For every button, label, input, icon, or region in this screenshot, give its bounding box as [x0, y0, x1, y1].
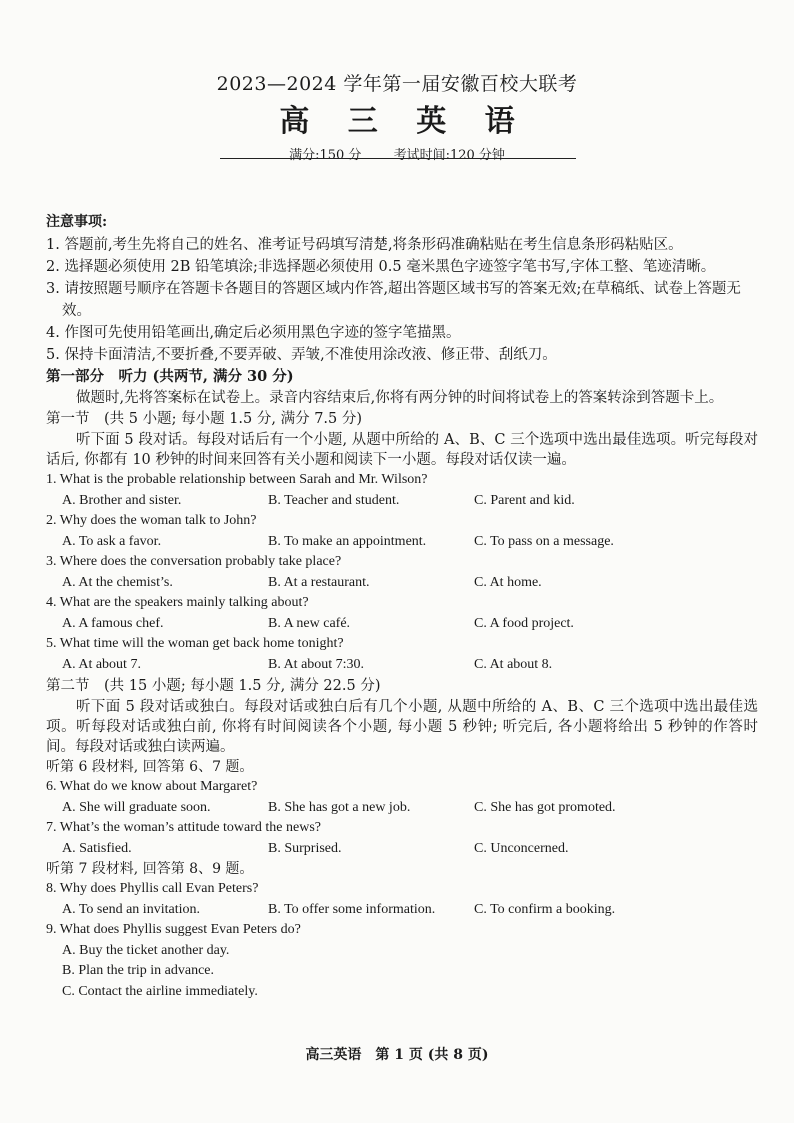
question-options	[46, 900, 758, 921]
option-c: C. Parent and kid.	[474, 492, 575, 508]
option-b: B. She has got a new job.	[268, 799, 411, 815]
question-options	[46, 614, 758, 635]
question-options	[46, 798, 758, 819]
exam-time: 考试时间:120 分钟	[393, 148, 505, 163]
option-a: A. At about 7.	[62, 656, 141, 672]
part1-intro: 做题时,先将答案标在试卷上。录音内容结束后,你将有两分钟的时间将试卷上的答案转涂到答题卡上。	[76, 390, 724, 406]
note-item: 1. 答题前,考生先将自己的姓名、准考证号码填写清楚,将条形码准确粘贴在考生信息条形码粘贴区。	[46, 237, 683, 253]
option-a: A. Buy the ticket another day.	[62, 942, 230, 958]
question-8	[46, 879, 758, 920]
question-stem: 5. What time will the woman get back home tonight?	[46, 636, 344, 651]
question-stem: 3. Where does the conversation probably take place?	[46, 554, 342, 569]
exam-body	[46, 212, 758, 1002]
question-stem: 2. Why does the woman talk to John?	[46, 513, 257, 528]
part1-title: 第一部分 听力 (共两节, 满分 30 分)	[46, 368, 294, 385]
header-divider	[220, 158, 576, 159]
question-stem: 8. Why does Phyllis call Evan Peters?	[46, 881, 259, 896]
question-6	[46, 777, 758, 818]
option-c: C. At home.	[474, 574, 542, 590]
option-b: B. To make an appointment.	[268, 533, 427, 549]
question-3	[46, 552, 758, 593]
option-c: C. To confirm a booking.	[474, 901, 616, 917]
question-stem: 1. What is the probable relationship between Sarah and Mr. Wilson?	[46, 472, 428, 487]
option-a: A. Brother and sister.	[62, 492, 182, 508]
option-a: A. Satisfied.	[62, 840, 132, 856]
option-c: C. To pass on a message.	[474, 533, 614, 549]
option-b: B. At about 7:30.	[268, 656, 365, 672]
question-2	[46, 511, 758, 552]
question-options	[46, 573, 758, 594]
question-stem: 7. What’s the woman’s attitude toward the news?	[46, 820, 322, 835]
question-stem: 9. What does Phyllis suggest Evan Peters do?	[46, 922, 301, 937]
notes-title: 注意事项:	[46, 214, 108, 230]
option-c: C. A food project.	[474, 615, 574, 631]
note-item: 3. 请按照题号顺序在答题卡各题目的答题区域内作答,超出答题区域书写的答案无效;在草稿纸、试卷上答题无效。	[46, 281, 741, 319]
question-options	[46, 655, 758, 676]
section1-intro: 听下面 5 段对话。每段对话后有一个小题, 从题中所给的 A、B、C 三个选项中选出最佳选项。听完每段对话后, 你都有 10 秒钟的时间来回答有关小题和阅读下一小题。每段对话仅读一遍。	[46, 432, 758, 468]
option-c: C. At about 8.	[474, 656, 553, 672]
note-item: 2. 选择题必须使用 2B 铅笔填涂;非选择题必须使用 0.5 毫米黑色字迹签字笔书写,字体工整、笔迹清晰。	[46, 259, 716, 275]
question-stem: 4. What are the speakers mainly talking about?	[46, 595, 309, 610]
option-b: B. To offer some information.	[268, 901, 436, 917]
score-line	[0, 146, 794, 166]
option-c: C. Contact the airline immediately.	[62, 983, 258, 999]
note-item: 5. 保持卡面清洁,不要折叠,不要弄破、弄皱,不准使用涂改液、修正带、刮纸刀。	[46, 347, 557, 363]
exam-name: 2023—2024 学年第一届安徽百校大联考	[216, 73, 578, 95]
option-b: B. Plan the trip in advance.	[62, 963, 215, 978]
question-options	[46, 839, 758, 860]
question-5	[46, 634, 758, 675]
question-1	[46, 470, 758, 511]
option-b: B. At a restaurant.	[268, 574, 370, 590]
section2-title: 第二节 (共 15 小题; 每小题 1.5 分, 满分 22.5 分)	[46, 678, 381, 694]
option-c: C. She has got promoted.	[474, 799, 616, 815]
full-score: 满分:150 分	[289, 148, 362, 163]
section1-title: 第一节 (共 5 小题; 每小题 1.5 分, 满分 7.5 分)	[46, 411, 363, 427]
question-4	[46, 593, 758, 634]
question-options	[46, 491, 758, 512]
exam-title: 高 三 英 语	[279, 104, 529, 139]
option-a: A. To ask a favor.	[62, 533, 162, 549]
exam-header	[0, 70, 794, 166]
question-stem: 6. What do we know about Margaret?	[46, 779, 258, 794]
question-7	[46, 818, 758, 859]
option-a: A. To send an invitation.	[62, 901, 200, 917]
option-a: A. She will graduate soon.	[62, 799, 211, 815]
question-9	[46, 920, 758, 1002]
question-options	[46, 532, 758, 553]
page-footer: 高三英语 第 1 页 (共 8 页)	[305, 1047, 489, 1063]
option-c: C. Unconcerned.	[474, 840, 569, 856]
material-6-label: 听第 6 段材料, 回答第 6、7 题。	[46, 759, 254, 775]
note-item: 4. 作图可先使用铅笔画出,确定后必须用黑色字迹的签字笔描黑。	[46, 325, 461, 341]
option-b: B. Teacher and student.	[268, 492, 400, 508]
section2-intro: 听下面 5 段对话或独白。每段对话或独白后有几个小题, 从题中所给的 A、B、C 三个选项中选出最佳选项。听每段对话或独白前, 你将有时间阅读各个小题, 每小题 5 秒钟; 听完后, 各小题将给出 5 秒钟的作答时间。每段对话或独白读两遍。	[46, 699, 758, 755]
option-a: A. At the chemist’s.	[62, 574, 173, 590]
option-b: B. A new café.	[268, 615, 351, 631]
option-a: A. A famous chef.	[62, 615, 164, 631]
option-b: B. Surprised.	[268, 840, 342, 856]
material-7-label: 听第 7 段材料, 回答第 8、9 题。	[46, 861, 254, 877]
